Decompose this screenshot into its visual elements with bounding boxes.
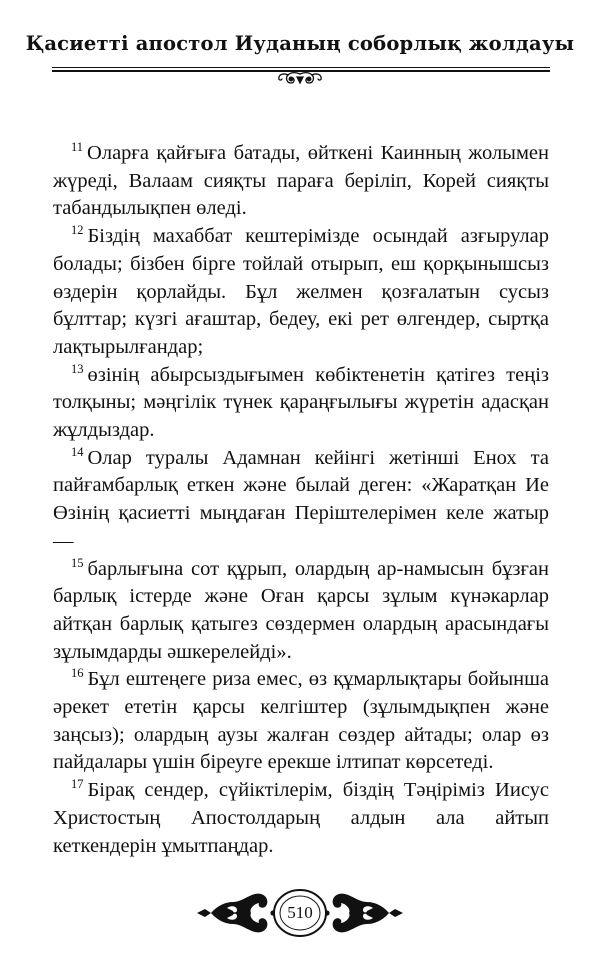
verse-12 [53,223,549,362]
verse-text: Бірақ сендер, сүйіктілерім, біздің Тәңіріміз Иисус Христостың Апостолдарың алдын ала айтып кеткендерін ұмытпаңдар. [53,779,549,857]
verse-13 [53,362,549,445]
verse-text: Бұл ештеңеге риза емес, өз құмарлықтары бойынша әрекет ететін қарсы келгіштер (зұлымдықпен және заңсыз); олардың аузы жалған сөздер айтады; олар өз пайдалары үшін біреуге ерекше ілтипат көрсетеді. [53,668,549,774]
header-rule-thin [52,67,550,68]
verse-15 [53,556,549,667]
verse-14 [53,445,549,556]
verse-text: өзінің абырсыздығымен көбіктенетін қатігез теңіз толқыны; мәңгілік түнек қараңғылығы жүретін адасқан жұлдыздар. [53,363,549,442]
scripture-text [53,140,549,860]
verse-text: Олар туралы Адамнан кейінгі жетінші Енох та пайғамбарлық еткен және былай деген: «Жаратқан Ие Өзінің қасиетті мыңдаған Періштелерімен келе жатыр — [53,446,549,552]
verse-11 [53,140,549,223]
verse-text: Оларға қайғыға батады, өйткені Каинның жолымен жүреді, Валаам сияқты параға беріліп, Корей сияқты табандылықпен өледі. [53,142,549,220]
verse-number: 15 [71,555,84,570]
verse-text: Біздің махаббат кештерімізде осындай азғырулар болады; бізбен бірге тойлай отырып, еш қорқынышсыз өздерін қорлайды. Бұл желмен қозғалатын сусыз бұлттар; күзгі ағаштар, бедеу, екі рет өлгендер, сыртқа лақтырылғандар; [53,225,549,358]
header-flourish-icon [270,71,330,87]
verse-16 [53,666,549,777]
verse-number: 13 [71,361,84,376]
verse-number: 11 [71,140,84,154]
verse-text: барлығына сот құрып, олардың ар-намысын бұзған барлық істерде және Оған қарсы зұлым күнәкарлар айтқан барлық қатыгез сөздермен олардың арасындағы зұлымдарды әшкерелейді». [53,557,549,663]
verse-number: 14 [71,444,84,459]
verse-number: 17 [71,777,84,792]
verse-17 [53,777,549,860]
verse-number: 12 [71,223,84,238]
running-title: Қасиетті апостол Иуданың соборлық жолдауы [25,32,575,55]
page-number: 510 [287,903,313,922]
verse-number: 16 [71,666,84,681]
